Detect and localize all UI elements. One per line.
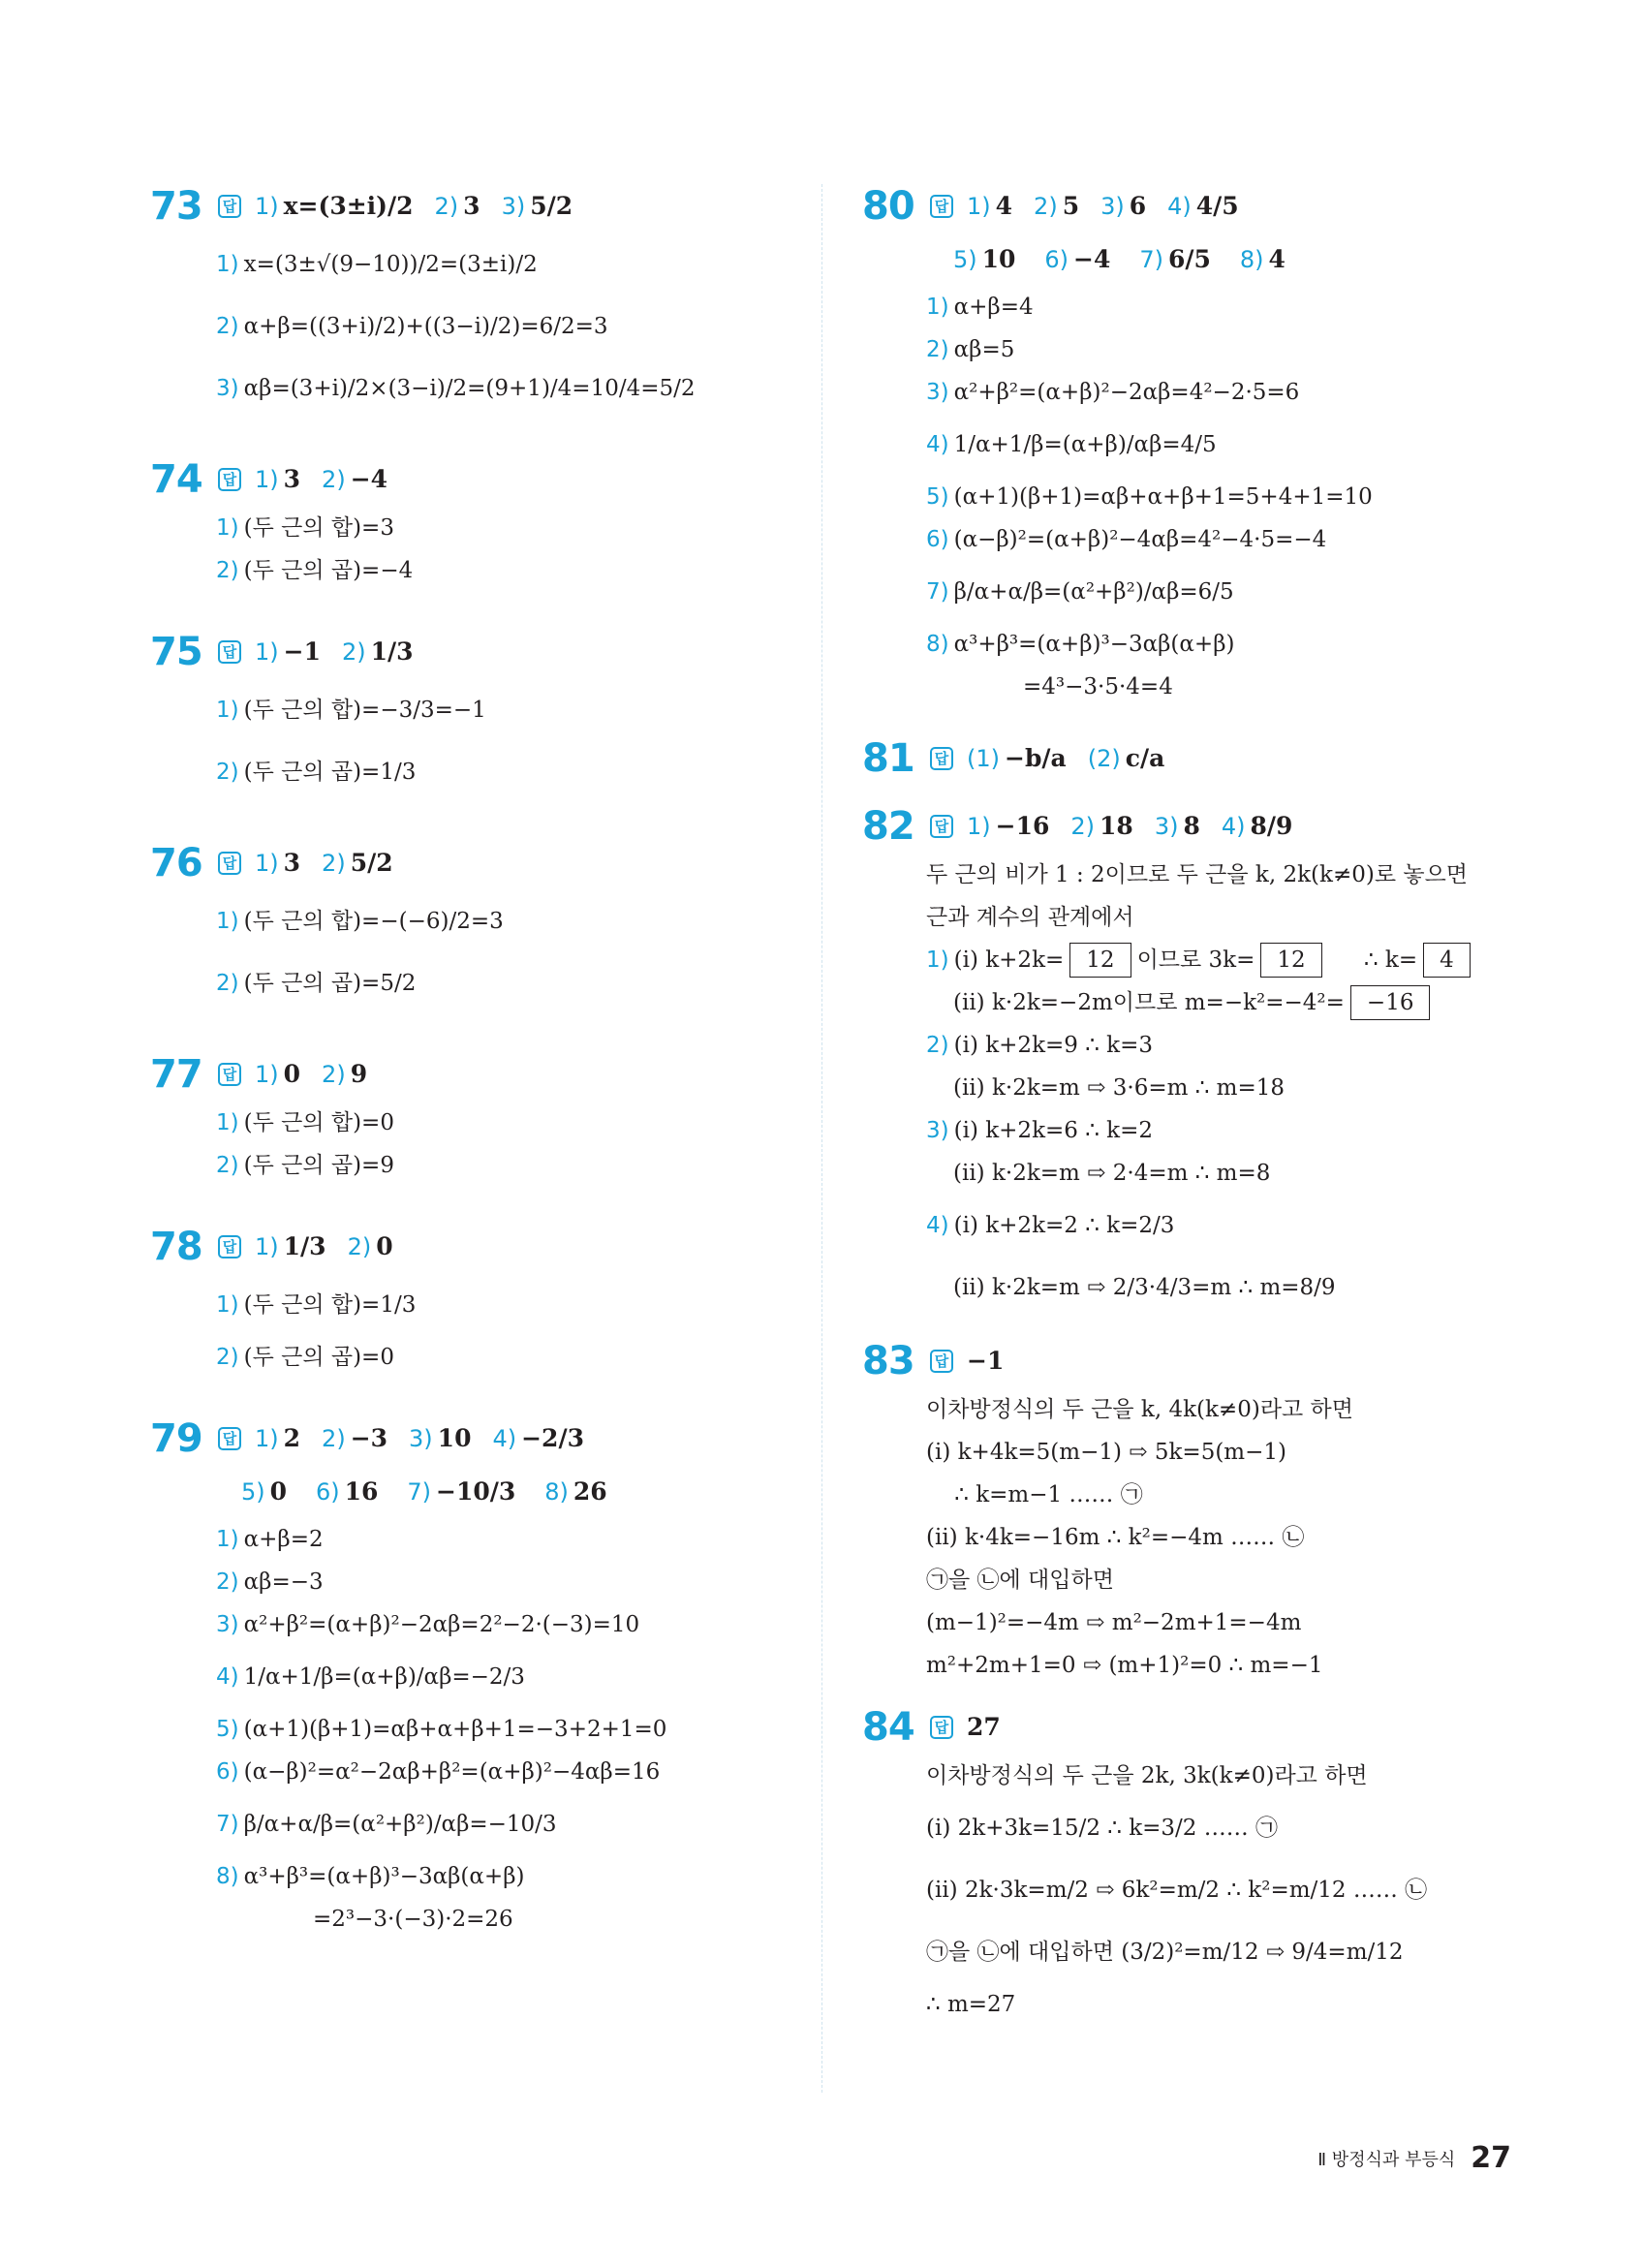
solution-line: 3) α²+β²=(α+β)²−2αβ=2²−2·(−3)=10 xyxy=(216,1612,640,1637)
solution-line: (ⅱ) k·2k=m ⇨ 2·4=m ∴ m=8 xyxy=(953,1161,1271,1186)
blank-box: 4 xyxy=(1423,943,1471,978)
answer-badge: 답 xyxy=(930,1350,953,1373)
solution-line: ㉠을 ㉡에 대입하면 (3/2)²=m/12 ⇨ 9/4=m/12 xyxy=(926,1940,1404,1965)
answer-value: 3 xyxy=(283,465,301,493)
answer-value: −4 xyxy=(350,465,388,493)
solution-line-boxed: (ⅱ) k·2k=−2m이므로 m=−k²=−4²= −16 xyxy=(926,981,1540,1024)
solution-line: 2) (두 근의 곱)=9 xyxy=(216,1153,394,1178)
solution-line: 6) (α−β)²=α²−2αβ+β²=(α+β)²−4αβ=16 xyxy=(216,1759,661,1785)
solution-line: 8) α³+β³=(α+β)³−3αβ(α+β) xyxy=(926,632,1235,657)
answer-value: −b/a xyxy=(1005,744,1067,772)
problem-number: 82 xyxy=(862,804,914,849)
intro-line: 근과 계수의 관계에서 xyxy=(926,905,1134,930)
solution-line: 8) α³+β³=(α+β)³−3αβ(α+β) xyxy=(216,1864,525,1889)
answer-value: 1/3 xyxy=(283,1232,326,1260)
answer-value: 3 xyxy=(463,192,480,220)
problem-number: 75 xyxy=(150,630,202,674)
solution-line: (ⅱ) 2k·3k=m/2 ⇨ 6k²=m/2 ∴ k²=m/12 …… ㉡ xyxy=(926,1878,1428,1903)
solution-line: (ⅰ) k+4k=5(m−1) ⇨ 5k=5(m−1) xyxy=(926,1440,1286,1465)
solution-line: ㉠을 ㉡에 대입하면 xyxy=(926,1568,1114,1593)
solution-line: (ⅱ) k·2k=m ⇨ 3·6=m ∴ m=18 xyxy=(953,1075,1286,1101)
answer-value: −2/3 xyxy=(521,1424,584,1452)
problem-number: 80 xyxy=(862,184,914,229)
answer-value: 8/9 xyxy=(1250,812,1293,840)
solution-line: 1) α+β=2 xyxy=(216,1527,324,1552)
problem-number: 78 xyxy=(150,1225,202,1269)
page-number: 27 xyxy=(1471,2141,1511,2175)
solution-line: 5) (α+1)(β+1)=αβ+α+β+1=5+4+1=10 xyxy=(926,484,1373,510)
answer-value: 16 xyxy=(344,1477,379,1506)
solution-line: =2³−3·(−3)·2=26 xyxy=(313,1907,513,1932)
answer-badge: 답 xyxy=(218,640,241,664)
answer-badge: 답 xyxy=(218,1235,241,1258)
solution-line: (m−1)²=−4m ⇨ m²−2m+1=−4m xyxy=(926,1610,1302,1635)
answer-value: −1 xyxy=(967,1347,1005,1375)
answer-value: −3 xyxy=(350,1424,388,1452)
answer-value: 4/5 xyxy=(1195,192,1239,220)
answer-value: 5 xyxy=(1062,192,1080,220)
solution-line: ∴ m=27 xyxy=(926,1992,1016,2017)
problem-number: 76 xyxy=(150,841,202,885)
solution-line: 7) β/α+α/β=(α²+β²)/αβ=6/5 xyxy=(926,579,1234,605)
solution-line: 2) (두 근의 곱)=0 xyxy=(216,1345,394,1370)
answer-value: 2 xyxy=(283,1424,301,1452)
right-column xyxy=(862,179,1540,2059)
section-title: Ⅱ 방정식과 부등식 xyxy=(1317,2149,1456,2170)
solution-line: 2) (두 근의 곱)=−4 xyxy=(216,558,414,583)
answer-value: −1 xyxy=(283,637,321,666)
answer-value: 18 xyxy=(1100,812,1133,840)
answer-badge: 답 xyxy=(218,468,241,491)
problem-78: 78 답 1) 1/3 2) 0 1) (두 근의 합)=1/3 2) (두 근의 곱)=0 xyxy=(150,1220,780,1379)
solution-line: m²+2m+1=0 ⇨ (m+1)²=0 ∴ m=−1 xyxy=(926,1653,1323,1678)
answer-value: 0 xyxy=(376,1232,393,1260)
answer-value: 4 xyxy=(995,192,1013,220)
answer-value: −4 xyxy=(1073,245,1111,273)
problem-82: 82 답 1) −16 2) 18 3) 8 4) 8/9 두 근의 비가 1 : 2이므로 두 근을 k, 2k(k≠0)로 놓으면 근과 계수의 관계에서 1) (ⅰ) k+2k= 12 이므로 3k= 12 ∴ k= 4 (ⅱ) k·2k=−2m이므로 m=−k²=−4²= −16 2) (ⅰ) k+2k=9 ∴ k=3 (ⅱ) k·2k=m ⇨ 3·6=m ∴ m=18 3) (ⅰ) k+2k=6 ∴ k=2 (ⅱ) k·2k=m ⇨ 2·4=m ∴ m=8 4) (ⅰ) k+2k=2 ∴ k=2/3 (ⅱ) k·2k=m ⇨ 2/3·4/3=m ∴ m=8/9 xyxy=(862,799,1540,1319)
answer-value: 0 xyxy=(269,1477,288,1506)
answer-value: x=(3±i)/2 xyxy=(283,192,414,220)
answer-value: 1/3 xyxy=(370,637,414,666)
problem-73: 73 답 1) x=(3±i)/2 2) 3 3) 5/2 1) x=(3±√(9−10))/2=(3±i)/2 2) α+β=((3+i)/2)+((3−i)/2)=6/2=3 3) αβ=(3+i)/2×(3−i)/2=(9+1)/4=10/4=5/2 xyxy=(150,179,780,419)
answer-badge: 답 xyxy=(218,1063,241,1086)
problem-84 xyxy=(862,1700,1540,2026)
solution-line: 7) β/α+α/β=(α²+β²)/αβ=−10/3 xyxy=(216,1812,557,1837)
solution-line-boxed: 1) (ⅰ) k+2k= 12 이므로 3k= 12 ∴ k= 4 xyxy=(926,939,1540,981)
answer-badge: 답 xyxy=(218,195,241,218)
answer-badge: 답 xyxy=(218,1427,241,1450)
solution-line: 1) (두 근의 합)=1/3 xyxy=(216,1292,417,1318)
answer-value: 4 xyxy=(1268,245,1286,273)
answer-value: 3 xyxy=(283,849,301,877)
answer-badge: 답 xyxy=(930,747,953,770)
blank-box: 12 xyxy=(1069,943,1131,978)
solution-line: 3) αβ=(3+i)/2×(3−i)/2=(9+1)/4=10/4=5/2 xyxy=(216,376,696,401)
answer-badge: 답 xyxy=(930,1716,953,1739)
answer-value: 26 xyxy=(573,1477,607,1506)
solution-line: 2) (두 근의 곱)=5/2 xyxy=(216,971,417,996)
solution-line: 2) αβ=−3 xyxy=(216,1569,324,1595)
answer-value: 5/2 xyxy=(350,849,393,877)
problem-number: 84 xyxy=(862,1705,914,1750)
solution-line: 이차방정식의 두 근을 2k, 3k(k≠0)라고 하면 xyxy=(926,1763,1368,1788)
problem-77: 77 답 1) 0 2) 9 1) (두 근의 합)=0 2) (두 근의 곱)=9 xyxy=(150,1047,780,1187)
solution-line: 1) (두 근의 합)=3 xyxy=(216,515,394,541)
problem-number: 73 xyxy=(150,184,202,229)
solution-line: 1) (두 근의 합)=−3/3=−1 xyxy=(216,698,486,723)
problem-number: 79 xyxy=(150,1416,202,1461)
answer-value: 10 xyxy=(437,1424,472,1452)
answer-value: 10 xyxy=(981,245,1016,273)
problem-number: 77 xyxy=(150,1052,202,1097)
solution-line: 3) α²+β²=(α+β)²−2αβ=4²−2·5=6 xyxy=(926,380,1300,405)
solution-line: 2) (두 근의 곱)=1/3 xyxy=(216,760,417,785)
answer-value: 5/2 xyxy=(530,192,573,220)
solution-line: (ⅱ) k·2k=m ⇨ 2/3·4/3=m ∴ m=8/9 xyxy=(953,1275,1336,1300)
solution-line: 4) 1/α+1/β=(α+β)/αβ=−2/3 xyxy=(216,1664,525,1690)
intro-line: 두 근의 비가 1 : 2이므로 두 근을 k, 2k(k≠0)로 놓으면 xyxy=(926,862,1469,887)
answer-value: c/a xyxy=(1125,744,1165,772)
answer-value: −10/3 xyxy=(436,1477,516,1506)
solution-line: 4) (ⅰ) k+2k=2 ∴ k=2/3 xyxy=(926,1213,1175,1238)
solution-line: 1) α+β=4 xyxy=(926,295,1034,320)
answer-value: 9 xyxy=(350,1060,368,1088)
solution-line: 2) α+β=((3+i)/2)+((3−i)/2)=6/2=3 xyxy=(216,314,608,339)
solution-line: 1) (두 근의 합)=−(−6)/2=3 xyxy=(216,909,504,934)
solution-line: 2) αβ=5 xyxy=(926,337,1015,362)
answer-badge: 답 xyxy=(930,815,953,838)
answer-badge: 답 xyxy=(218,852,241,875)
solution-line: (ⅰ) 2k+3k=15/2 ∴ k=3/2 …… ㉠ xyxy=(926,1816,1279,1841)
problem-83 xyxy=(862,1334,1540,1687)
problem-80: 80 답 1) 4 2) 5 3) 6 4) 4/5 5) 10 6) −4 7) 6/5 8) 4 1) α+β=4 2) αβ=5 3) α²+β²=(α+β)²−2αβ=4²−2·5=6 4) 1/α+1/β=(α+β)/αβ=4/5 5) (α+1)(β+1)=αβ+α+β+1=5+4+1=10 6) (α−β)²=(α+β)²−4αβ=4²−4·5=−4 7) β/α+α/β=(α²+β²)/αβ=6/5 8) α³+β³=(α+β)³−3αβ(α+β) =4³−3·5·4=4 xyxy=(862,179,1540,708)
answer-value: 6/5 xyxy=(1167,245,1211,273)
answer-value: 8 xyxy=(1183,812,1200,840)
solution-line: 4) 1/α+1/β=(α+β)/αβ=4/5 xyxy=(926,432,1217,457)
solution-line: =4³−3·5·4=4 xyxy=(1023,674,1173,699)
problem-74: 74 답 1) 3 2) −4 1) (두 근의 합)=3 2) (두 근의 곱)=−4 xyxy=(150,452,780,592)
blank-box: 12 xyxy=(1260,943,1321,978)
answer-value: −16 xyxy=(995,812,1050,840)
solution-line: 3) (ⅰ) k+2k=6 ∴ k=2 xyxy=(926,1118,1154,1143)
blank-box: −16 xyxy=(1350,985,1431,1020)
answer-value: 0 xyxy=(283,1060,301,1088)
problem-81: 81 답 (1) −b/a (2) c/a xyxy=(862,731,1540,786)
answer-value: 6 xyxy=(1129,192,1147,220)
solution-line: ∴ k=m−1 …… ㉠ xyxy=(926,1482,1143,1507)
problem-number: 83 xyxy=(862,1339,914,1383)
problem-75: 75 답 1) −1 2) 1/3 1) (두 근의 합)=−3/3=−1 2) (두 근의 곱)=1/3 xyxy=(150,625,780,803)
page-footer xyxy=(1317,2141,1511,2175)
problem-79: 79 답 1) 2 2) −3 3) 10 4) −2/3 5) 0 6) 16 7) −10/3 8) 26 1) α+β=2 2) αβ=−3 3) α²+β²=(α+β)²−2αβ=2²−2·(−3)=10 4) 1/α+1/β=(α+β)/αβ=−2/3 5) (α+1)(β+1)=αβ+α+β+1=−3+2+1=0 6) (α−β)²=α²−2αβ+β²=(α+β)²−4αβ=16 7) β/α+α/β=(α²+β²)/αβ=−10/3 8) α³+β³=(α+β)³−3αβ(α+β) =2³−3·(−3)·2=26 xyxy=(150,1412,780,1941)
answer-badge: 답 xyxy=(930,195,953,218)
problem-number: 74 xyxy=(150,457,202,502)
answer-value: 27 xyxy=(967,1713,1001,1741)
column-divider xyxy=(821,184,822,2093)
solution-line: (ⅱ) k·4k=−16m ∴ k²=−4m …… ㉡ xyxy=(926,1525,1305,1550)
solution-line: 6) (α−β)²=(α+β)²−4αβ=4²−4·5=−4 xyxy=(926,527,1327,552)
problem-76: 76 답 1) 3 2) 5/2 1) (두 근의 합)=−(−6)/2=3 2) (두 근의 곱)=5/2 xyxy=(150,836,780,1014)
solution-line: 이차방정식의 두 근을 k, 4k(k≠0)라고 하면 xyxy=(926,1397,1353,1422)
solution-line: 2) (ⅰ) k+2k=9 ∴ k=3 xyxy=(926,1033,1154,1058)
problem-number: 81 xyxy=(862,736,914,781)
solution-line: 5) (α+1)(β+1)=αβ+α+β+1=−3+2+1=0 xyxy=(216,1717,667,1742)
solution-line: 1) x=(3±√(9−10))/2=(3±i)/2 xyxy=(216,252,538,277)
solution-line: 1) (두 근의 합)=0 xyxy=(216,1110,394,1135)
left-column xyxy=(150,179,780,1973)
